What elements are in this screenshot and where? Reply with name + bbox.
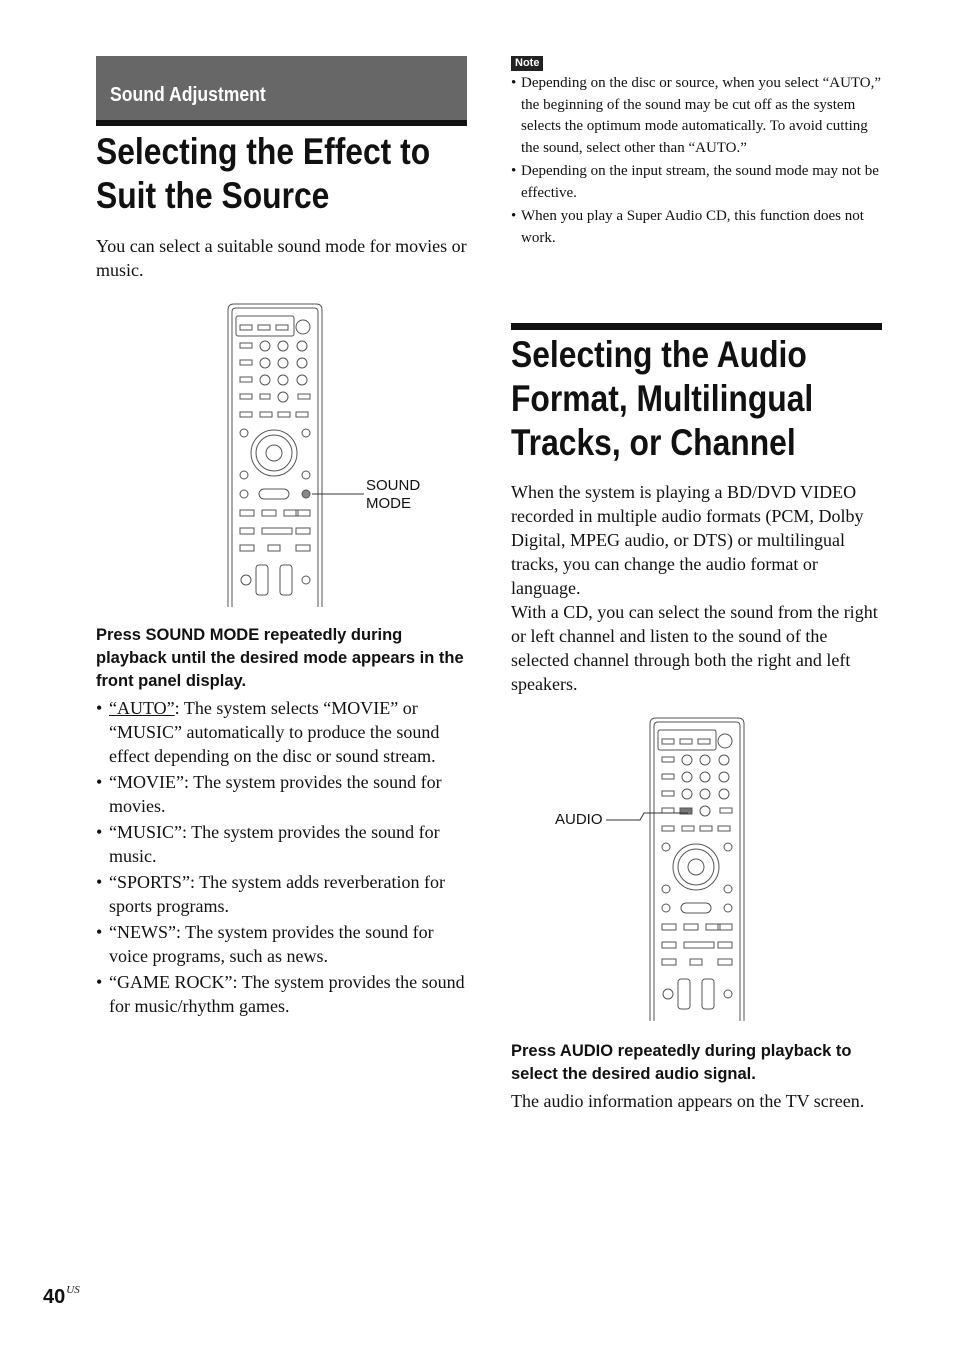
page-number-suffix: US [66,1284,80,1296]
list-item [96,770,468,818]
left-heading-line-2: Suit the Source [96,175,330,216]
list-item [96,870,468,918]
page-number [43,1286,80,1309]
section-title: Sound Adjustment [110,84,266,106]
note-item: • Depending on the input stream, the sound mode may not be effective. [511,161,883,204]
remote-control-icon [224,302,434,607]
sound-mode-callout-line-1: SOUND [366,477,421,494]
page-number-value: 40 [43,1286,66,1308]
mode-desc: : The system provides the sound for music. [109,822,440,866]
sound-mode-remote-figure [224,302,434,607]
note-label: Note [511,56,543,71]
right-para-2: With a CD, you can select the sound from the right or left channel and listen to the sound of the selected channel through both the right and left speakers. [511,602,878,694]
mode-name: “MUSIC” [109,822,182,842]
right-heading-line-3: Tracks, or Channel [511,422,796,463]
mode-desc: : The system provides the sound for movies. [109,772,442,816]
banner-rule [96,120,467,126]
remote-control-icon [646,716,756,1021]
sound-mode-instruction: Press SOUND MODE repeatedly during playback until the desired mode appears in the front panel display. [96,626,464,690]
audio-leader-line [600,810,690,824]
sound-mode-callout [366,477,420,513]
mode-desc: : The system provides the sound for music/rhythm games. [109,972,465,1016]
mode-name: “SPORTS” [109,872,190,892]
list-item [96,820,468,868]
list-item [96,696,468,768]
mode-name: “GAME ROCK” [109,972,233,992]
left-heading-line-1: Selecting the Effect to [96,131,431,172]
audio-instruction: Press AUDIO repeatedly during playback to select the desired audio signal. [511,1042,852,1083]
audio-callout: AUDIO [555,811,603,828]
list-item [96,920,468,968]
left-intro: You can select a suitable sound mode for movies or music. [96,236,467,280]
right-heading [511,333,813,465]
note-item: • Depending on the disc or source, when you select “AUTO,” the beginning of the sound may be cut off as the system selects the optimum mode automatically. To avoid cutting the sound, select other than “AUTO.” [511,73,883,159]
mode-desc: : The system selects “MOVIE” or “MUSIC” automatically to produce the sound effect depending on the disc or sound stream. [109,698,440,766]
right-heading-line-1: Selecting the Audio [511,334,807,375]
mode-desc: : The system adds reverberation for sports programs. [109,872,446,916]
audio-result: The audio information appears on the TV screen. [511,1091,865,1111]
right-heading-rule [511,323,882,330]
mode-name: “MOVIE” [109,772,184,792]
sound-mode-list [96,696,468,1020]
mode-name: “NEWS” [109,922,176,942]
mode-name: “AUTO” [109,698,175,718]
right-heading-line-2: Format, Multilingual [511,378,814,419]
audio-remote-figure [646,716,756,1021]
mode-desc: : The system provides the sound for voice programs, such as news. [109,922,434,966]
list-item [96,970,468,1018]
note-item: • When you play a Super Audio CD, this function does not work. [511,206,883,249]
sound-mode-callout-line-2: MODE [366,495,411,512]
section-banner [96,56,467,120]
right-para-1: When the system is playing a BD/DVD VIDEO recorded in multiple audio formats (PCM, Dolby Digital, MPEG audio, or DTS) or multilingual tracks, you can change the audio format or language. [511,482,864,598]
left-heading [96,130,430,218]
note-list [511,73,883,251]
